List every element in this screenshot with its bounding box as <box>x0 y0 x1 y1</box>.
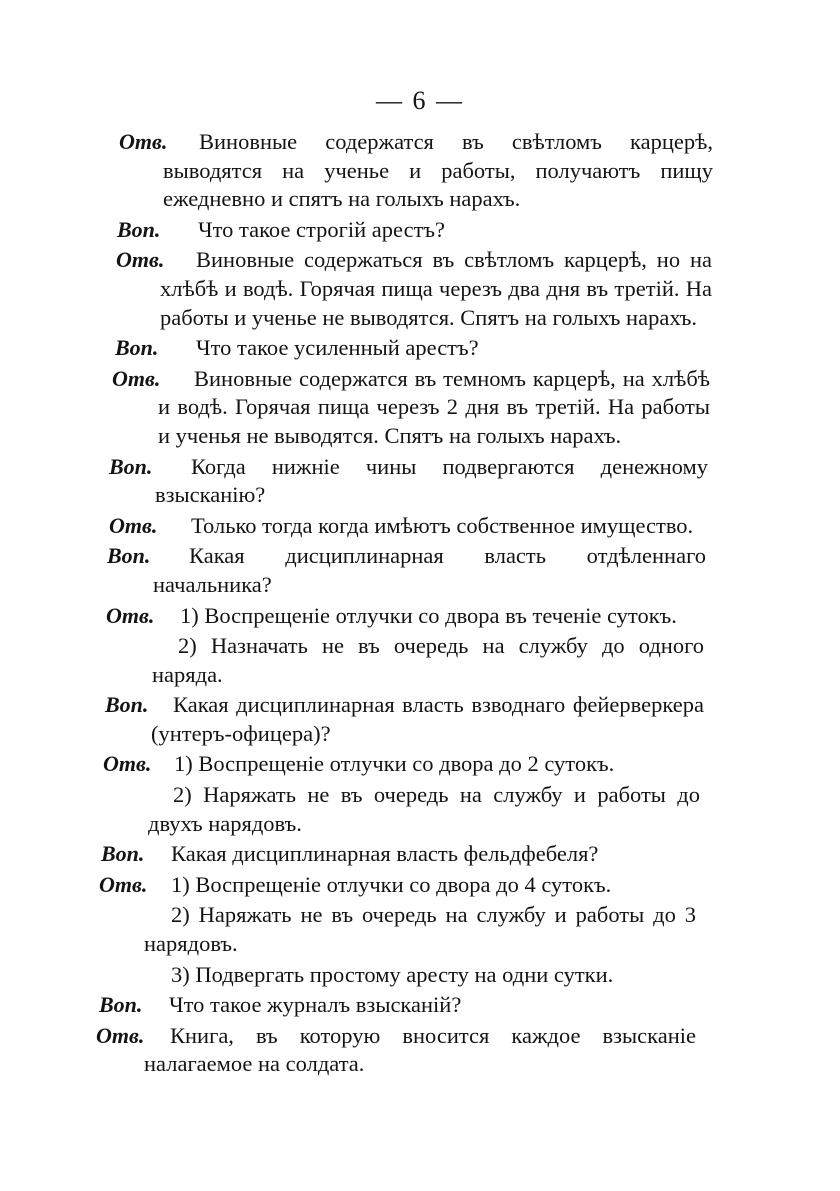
answer-label: Отв. <box>96 1022 145 1048</box>
answer-label: Отв. <box>99 871 148 897</box>
sub-item <box>144 961 696 990</box>
question-label: Воп. <box>107 543 151 569</box>
entry-text: 2) Наряжать не въ очередь на службу и работы до двухъ нарядовъ. <box>148 782 700 836</box>
answer-entry <box>119 128 713 214</box>
entry-text: Какая дисциплинарная власть взводнаго фейерверкера (унтеръ-офицера)? <box>151 692 704 746</box>
question-entry <box>107 542 706 599</box>
answer-label: Отв. <box>116 247 165 273</box>
answer-entry <box>112 365 710 451</box>
answer-label: Отв. <box>119 129 168 154</box>
sub-item <box>144 901 696 958</box>
entry-text: Виновные содержаться въ свѣтломъ карцерѣ, но на хлѣбѣ и водѣ. Горячая пища черезъ два дня въ третій. На работы и ученье не выводятся. Спятъ на голыхъ нарахъ. <box>160 247 712 330</box>
entry-text: Только тогда когда имѣютъ собственное имущество. <box>191 512 694 538</box>
entry-text: Что такое строгій арестъ? <box>198 216 446 242</box>
page-number: — 6 — <box>376 86 464 115</box>
sub-item <box>152 632 704 689</box>
answer-label: Отв. <box>109 512 158 538</box>
question-entry <box>117 216 712 245</box>
answer-entry <box>109 512 708 541</box>
question-entry <box>109 453 708 510</box>
answer-entry <box>99 871 697 900</box>
question-label: Воп. <box>117 216 161 242</box>
question-label: Воп. <box>105 692 149 718</box>
entry-text: 2) Наряжать не въ очередь на службу и работы до 3 нарядовъ. <box>144 902 696 957</box>
question-label: Воп. <box>115 335 159 361</box>
question-label: Воп. <box>101 841 145 867</box>
entry-text: Что такое журналъ взысканій? <box>169 992 462 1018</box>
entry-text: Когда нижніе чины подвергаются денежному взысканію? <box>155 453 708 508</box>
sub-item <box>148 781 700 838</box>
question-label: Воп. <box>99 992 143 1018</box>
entry-text: 1) Воспрещеніе отлучки со двора до 4 сутокъ. <box>171 871 612 897</box>
answer-entry <box>96 1022 696 1079</box>
entry-text: Какая дисциплинарная власть фельдфебеля? <box>171 841 599 867</box>
entry-text: 1) Воспрещеніе отлучки со двора до 2 сутокъ. <box>174 751 615 777</box>
answer-label: Отв. <box>112 365 161 391</box>
answer-label: Отв. <box>103 751 152 777</box>
question-label: Воп. <box>109 453 153 479</box>
entry-text: 1) Воспрещеніе отлучки со двора въ теченіе сутокъ. <box>180 602 677 628</box>
answer-label: Отв. <box>106 602 155 628</box>
entry-text: Что такое усиленный арестъ? <box>196 335 479 361</box>
question-entry <box>101 840 699 869</box>
entry-text: Какая дисциплинарная власть отдѣленнаго начальника? <box>153 543 706 597</box>
question-entry <box>115 334 710 363</box>
page-body <box>0 128 840 1081</box>
question-entry <box>105 691 704 748</box>
answer-entry <box>103 750 702 779</box>
answer-entry <box>116 246 712 332</box>
entry-text: Книга, въ которую вносится каждое взысканіе налагаемое на солдата. <box>144 1022 696 1077</box>
entry-text: 3) Подвергать простому аресту на одни сутки. <box>171 961 614 987</box>
answer-entry <box>106 602 707 631</box>
question-entry <box>99 991 697 1020</box>
entry-text: Виновные содержатся въ свѣтломъ карцерѣ, выводятся на ученье и работы, получаютъ пищу ежедневно и спятъ на голыхъ нарахъ. <box>163 129 713 212</box>
entry-text: Виновные содержатся въ темномъ карцерѣ, на хлѣбѣ и водѣ. Горячая пища черезъ 2 дня въ третій. На работы и ученья не выводятся. Спятъ на голыхъ нарахъ. <box>158 365 710 448</box>
entry-text: 2) Назначать не въ очередь на службу до одного наряда. <box>152 633 704 687</box>
